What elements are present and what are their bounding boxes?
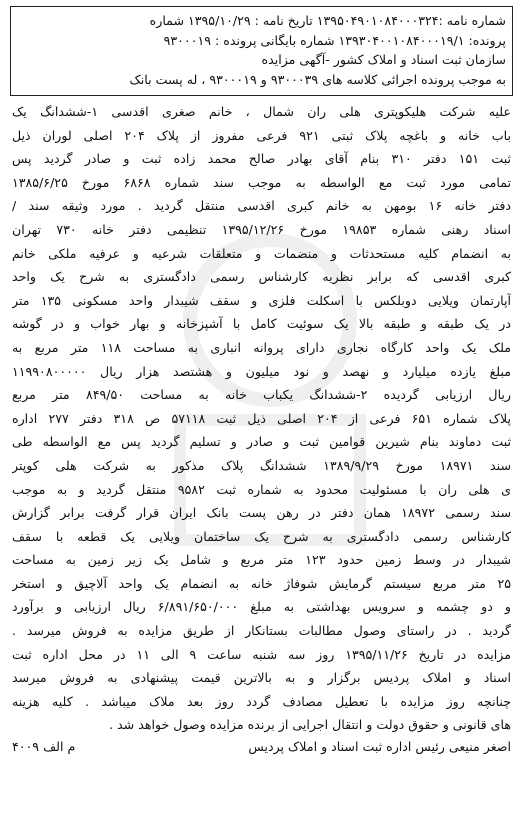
notice-header: [10, 6, 513, 96]
body-line: آپارتمان ویلایی دوبلکس با اسکلت فلزی و سقف شیبدار واحد مسکونی ۱۳۵ متر: [12, 292, 511, 308]
body-line: چنانچه روز مزایده با تعطیل مصادف گردد روز بعد ملاک میباشد . کلیه هزینه: [12, 693, 511, 709]
header-line: سازمان ثبت اسناد و املاک کشور -آگهی مزایده: [261, 52, 506, 67]
body-line: به انضمام کلیه مستحدثات و منضمات و متعلقات شرعیه و عرفیه ملکی خانم: [12, 245, 511, 261]
body-line: شیبدار در وسط زمین حدود ۱۲۳ متر مربع و شامل یک زیر زمین به مساحت: [12, 552, 511, 568]
body-line: سند رسمی ۱۸۹۷۲ همان دفتر در رهن پست بانک ایران قرار گرفت برابر گزارش: [12, 505, 511, 521]
body-line: کبری اقدسی که برابر نظریه کارشناس رسمی دادگستری به شرح یک واحد: [12, 269, 511, 285]
body-line: سند ۱۸۹۷۱ مورخ ۱۳۸۹/۹/۲۹ ششدانگ پلاک مذکور به شرکت هلی کوپتر: [12, 457, 511, 473]
body-line: باب خانه و باغچه پلاک ثبتی ۹۲۱ فرعی مفروز از پلاک ۲۰۴ اصلی لوران ذیل: [12, 127, 511, 143]
body-line: ی هلی ران با مسئولیت محدود به شماره ثبت ۹۵۸۲ منتقل گردید و به موجب: [12, 481, 511, 497]
body-line: ریال ارزیابی گردیده ۲-ششدانگ یکباب خانه به مساحت ۸۴۹/۵۰ متر مربع: [12, 387, 511, 403]
body-line: های قانونی و حقوق دولت و انتقال اجرایی از برنده مزایده وصول خواهد شد .: [109, 717, 511, 733]
body-line: علیه شرکت هلیکوپتری هلی ران شمال ، خانم صغری اقدسی ۱-ششدانگ یک: [12, 104, 511, 119]
body-line: تمامی مورد ثبت مع الواسطه به موجب سند شماره ۶۸۶۸ مورخ ۱۳۸۵/۶/۲۵: [12, 174, 511, 190]
header-line: شماره نامه :۱۳۹۵۰۴۹۰۱۰۸۴۰۰۰۳۲۴ تاریخ نامه : ۱۳۹۵/۱۰/۲۹ شماره: [149, 13, 506, 28]
notice-footer: [10, 737, 513, 757]
notice-body: [10, 96, 513, 737]
body-line: اسناد و املاک پردیس برگزار و به بالاترین قیمت پیشنهادی به فروش میرسد: [12, 670, 511, 686]
body-line: گردید . در راستای وصول مطالبات بستانکار از طریق مزایده به فروش میرسد .: [12, 623, 511, 639]
body-line: پلاک شماره ۶۵۱ فرعی از ۲۰۴ اصلی ذیل ثبت ۵۷۱۱۸ ص ۳۱۸ دفتر ۲۷۷ اداره: [12, 410, 511, 426]
body-line: مبلغ یازده میلیارد و نهصد و نود میلیون و هشتصد هزار ریال ۱۱۹۹۰۸۰۰۰۰۰: [12, 363, 511, 379]
body-line: و دو چشمه و سرویس بهداشتی به مبلغ ۶/۸۹۱/۶۵۰/۰۰۰ ریال ارزیابی و برآورد: [12, 599, 511, 615]
body-line: مزایده در تاریخ ۱۳۹۵/۱۱/۲۶ روز سه شنبه ساعت ۹ الی ۱۱ در محل اداره ثبت: [12, 646, 511, 662]
body-line: ملک یک واحد کارگاه نجاری دارای پروانه انباری به مساحت ۱۱۸ متر مربع به: [12, 339, 511, 355]
body-line: ۲۵ متر مربع سیستم گرمایش شوفاژ خانه به انضمام یک واحد آلاچیق و استخر: [12, 575, 511, 591]
body-line: کارشناس رسمی دادگستری به شرح یک ساختمان ویلایی یک قطعه با سقف: [12, 528, 511, 544]
signature-text: اصغر منیعی رئیس اداره ثبت اسناد و املاک پردیس: [248, 739, 511, 755]
body-line: ثبت دماوند بنام شیرین قوامین ثبت و صادر و تسلیم گردید پس مع الواسطه طی: [12, 434, 511, 450]
body-line: دفتر خانه ۱۶ بومهن به خانم کبری اقدسی منتقل گردید . مورد وثیقه سند /: [12, 198, 511, 214]
header-line: پرونده: ۱۳۹۳۰۴۰۰۱۰۸۴۰۰۰۱۹/۱ شماره بایگانی پرونده : ۹۳۰۰۰۱۹: [163, 32, 506, 48]
notice-code: م الف ۴۰۰۹: [12, 739, 76, 755]
header-line: به موجب پرونده اجرائی کلاسه های ۹۳۰۰۰۳۹ و ۹۳۰۰۰۱۹ ، له پست بانک: [129, 71, 506, 87]
body-line: در یک طبقه و طبقه بالا یک سوئیت کامل با آشپزخانه و بهار خواب و در گوشه: [12, 316, 511, 332]
body-line: ثبت ۱۵۱ دفتر ۳۱۰ بنام آقای بهادر صالح محمد زاده ثبت و صادر گردید پس: [12, 151, 511, 167]
body-line: اسناد رهنی شماره ۱۹۸۵۳ مورخ ۱۳۹۵/۱۲/۲۶ تنظیمی دفتر خانه ۷۳۰ تهران: [12, 221, 511, 237]
